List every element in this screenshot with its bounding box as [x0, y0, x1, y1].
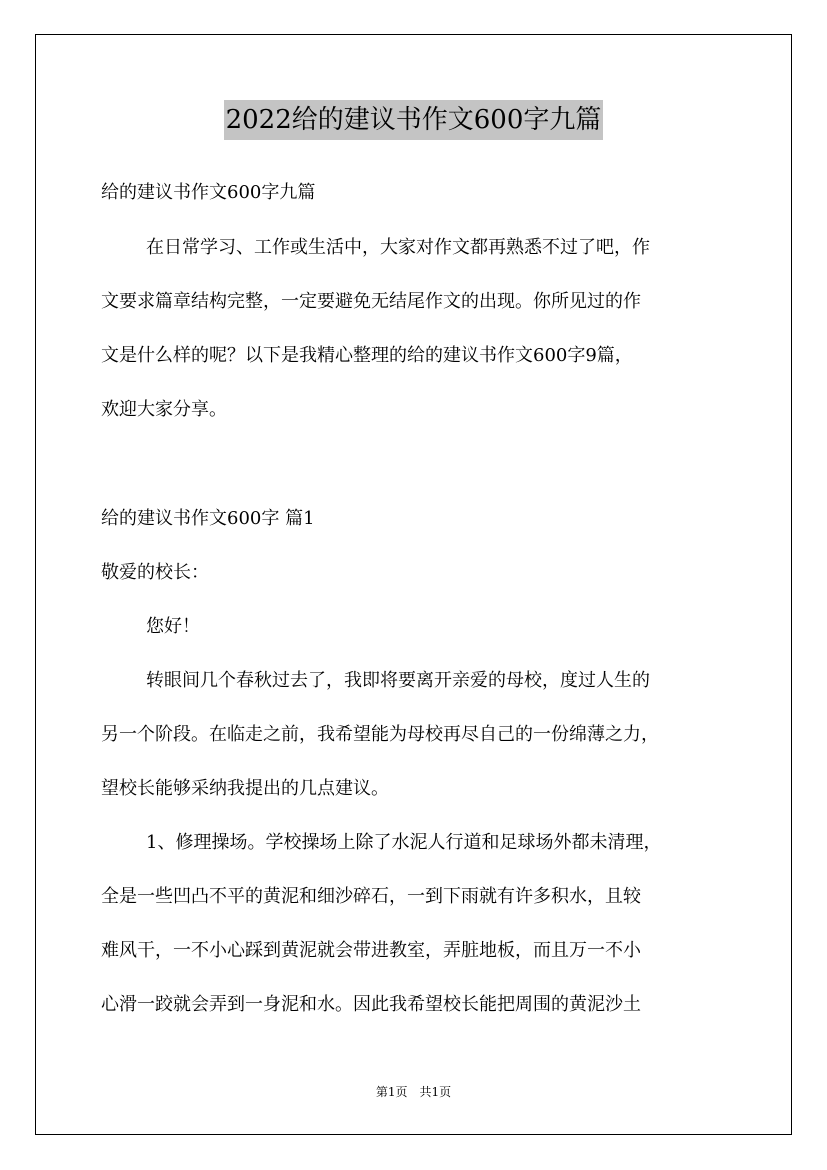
intro-line: 欢迎大家分享。 [101, 399, 227, 420]
intro-line: 在日常学习、工作或生活中，大家对作文都再熟悉不过了吧，作 [146, 237, 650, 258]
section-heading: 给的建议书作文600字 篇1 [101, 508, 315, 529]
page-footer: 第1页 共1页 [375, 1085, 452, 1099]
letter-salutation: 敬爱的校长： [101, 562, 209, 583]
paragraph-line: 1、修理操场。学校操场上除了水泥人行道和足球场外都未清理， [146, 832, 662, 853]
intro-line: 文是什么样的呢？以下是我精心整理的给的建议书作文600字9篇， [101, 345, 633, 366]
intro-line: 文要求篇章结构完整，一定要避免无结尾作文的出现。你所见过的作 [101, 291, 641, 312]
paragraph-line: 转眼间几个春秋过去了，我即将要离开亲爱的母校，度过人生的 [146, 670, 650, 691]
paragraph-line: 难风干，一不小心踩到黄泥就会带进教室，弄脏地板，而且万一不小 [101, 940, 641, 961]
document-title: 2022给的建议书作文600字九篇 [224, 100, 604, 140]
paragraph-line: 全是一些凹凸不平的黄泥和细沙碎石，一到下雨就有许多积水，且较 [101, 886, 641, 907]
document-subtitle: 给的建议书作文600字九篇 [101, 182, 316, 203]
title-container [0, 100, 827, 140]
paragraph-line: 另一个阶段。在临走之前，我希望能为母校再尽自己的一份绵薄之力， [101, 724, 659, 745]
paragraph-line: 望校长能够采纳我提出的几点建议。 [101, 778, 389, 799]
paragraph-line: 心滑一跤就会弄到一身泥和水。因此我希望校长能把周围的黄泥沙土 [101, 994, 641, 1015]
letter-greeting: 您好！ [146, 616, 200, 637]
